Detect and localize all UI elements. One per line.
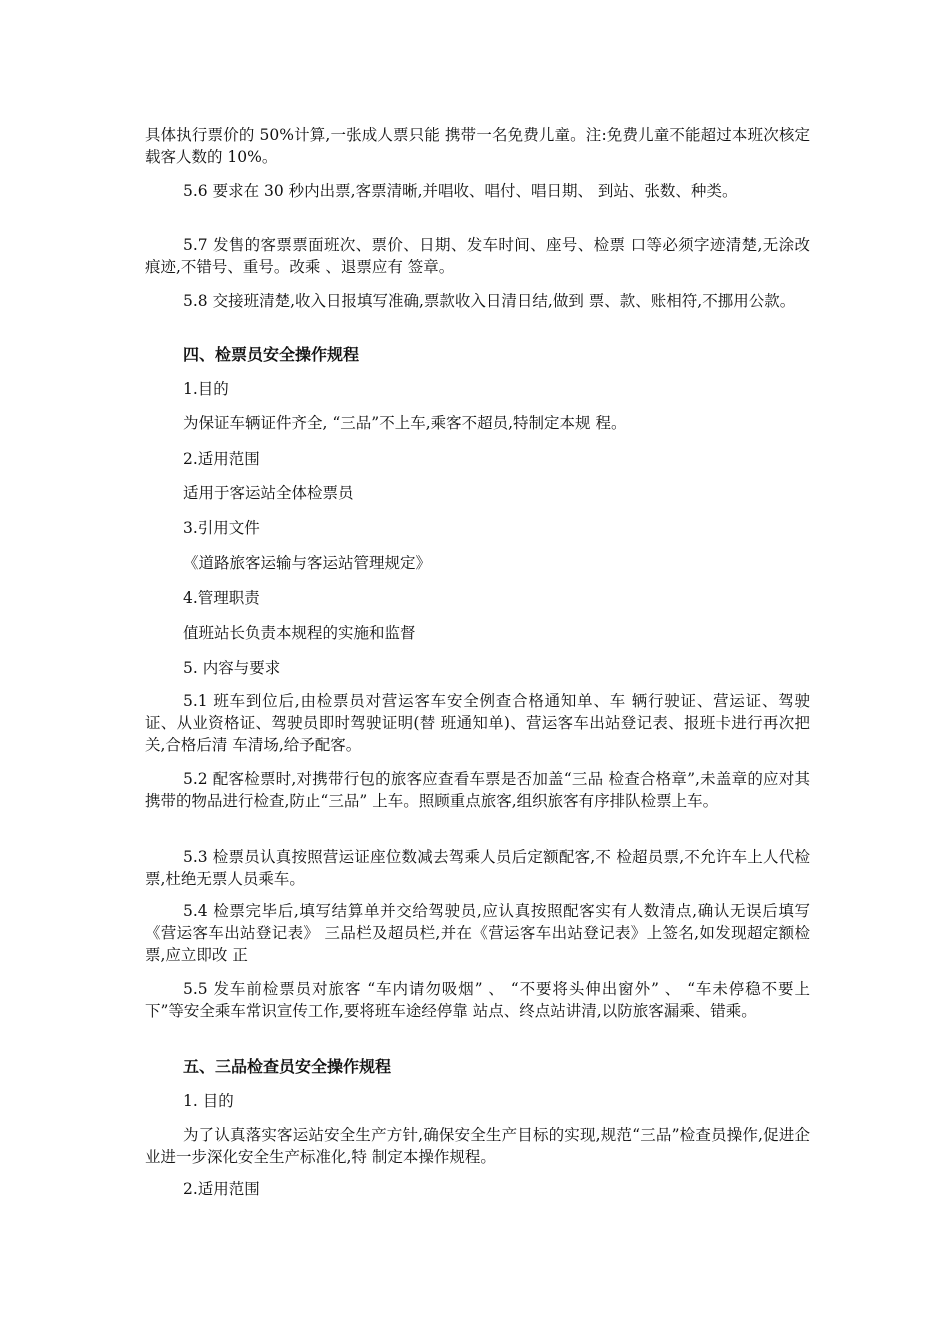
paragraph-5-7: 5.7 发售的客票票面班次、票价、日期、发车时间、座号、检票 口等必须字迹清楚,无涂改痕迹,不错号、重号。改乘 、退票应有 签章。 — [145, 236, 810, 276]
section-4-reference-label: 3.引用文件 — [183, 519, 260, 537]
section-5-purpose-label: 1. 目的 — [183, 1092, 234, 1110]
paragraph-4-5-3: 5.3 检票员认真按照营运证座位数减去驾乘人员后定额配客,不 检超员票,不允许车上人代检票,杜绝无票人员乘车。 — [145, 848, 810, 888]
paragraph-4-5-5: 5.5 发车前检票员对旅客 “车内请勿吸烟” 、 “不要将头伸出窗外” 、 “车未停稳不要上下”等安全乘车常识宣传工作,要将班车途经停靠 站点、终点站讲清,以防旅客漏乘、错乘。 — [145, 980, 810, 1020]
section-4-reference-text: 《道路旅客运输与客运站管理规定》 — [183, 554, 432, 572]
section-4-duty-label: 4.管理职责 — [183, 589, 260, 607]
section-4-purpose-label: 1.目的 — [183, 380, 229, 398]
paragraph-4-5-4: 5.4 检票完毕后,填写结算单并交给驾驶员,应认真按照配客实有人数清点,确认无误后填写《营运客车出站登记表》 三品栏及超员栏,并在《营运客车出站登记表》上签名,如发现超定额检票,应立即改 正 — [145, 902, 810, 964]
paragraph-ticket-price-continuation: 具体执行票价的 50%计算,一张成人票只能 携带一名免费儿童。注:免费儿童不能超过本班次核定载客人数的 10%。 — [145, 126, 810, 166]
section-4-scope-label: 2.适用范围 — [183, 450, 260, 468]
section-4-scope-text: 适用于客运站全体检票员 — [183, 484, 354, 502]
section-5-title: 五、三品检查员安全操作规程 — [183, 1057, 392, 1076]
paragraph-4-5-2: 5.2 配客检票时,对携带行包的旅客应查看车票是否加盖“三品 检查合格章”,未盖章的应对其携带的物品进行检查,防止“三品” 上车。照顾重点旅客,组织旅客有序排队检票上车。 — [145, 770, 810, 810]
section-5-purpose-text: 为了认真落实客运站安全生产方针,确保安全生产目标的实现,规范“三品”检查员操作,促进企业进一步深化安全生产标准化,特 制定本操作规程。 — [145, 1126, 810, 1166]
section-4-duty-text: 值班站长负责本规程的实施和监督 — [183, 624, 416, 642]
paragraph-4-5-1: 5.1 班车到位后,由检票员对营运客车安全例查合格通知单、车 辆行驶证、营运证、驾驶证、从业资格证、驾驶员即时驾驶证明(替 班通知单)、营运客车出站登记表、报班卡进行再次把关,合格后清 车清场,给予配客。 — [145, 692, 810, 754]
paragraph-5-6: 5.6 要求在 30 秒内出票,客票清晰,并唱收、唱付、唱日期、 到站、张数、种类。 — [183, 182, 738, 200]
section-4-purpose-text: 为保证车辆证件齐全, “三品”不上车,乘客不超员,特制定本规 程。 — [183, 414, 627, 432]
section-4-title: 四、检票员安全操作规程 — [183, 345, 360, 364]
paragraph-5-8: 5.8 交接班清楚,收入日报填写准确,票款收入日清日结,做到 票、款、账相符,不挪用公款。 — [183, 292, 796, 310]
section-5-scope-label: 2.适用范围 — [183, 1180, 260, 1198]
section-4-content-label: 5. 内容与要求 — [183, 659, 281, 677]
